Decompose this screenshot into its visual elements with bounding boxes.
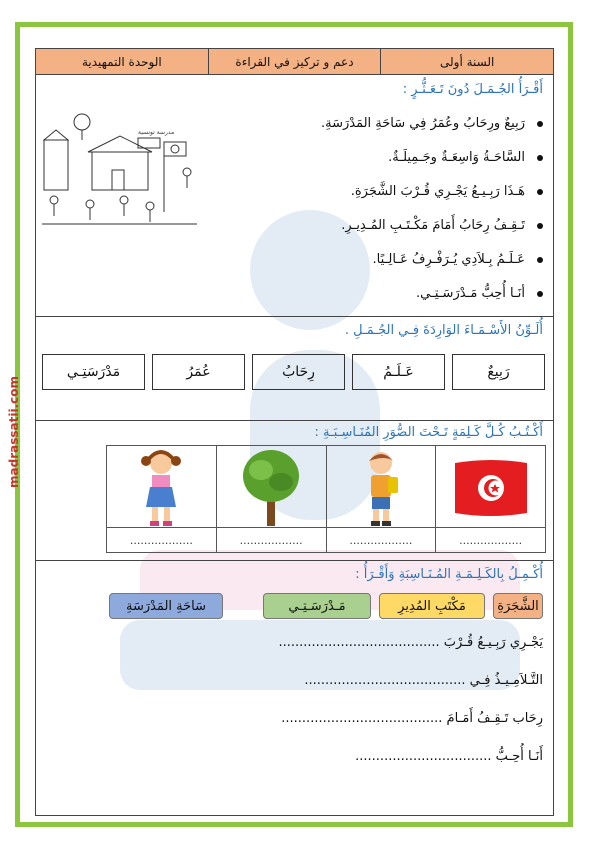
bullet-icon xyxy=(537,121,543,127)
bullet-icon xyxy=(537,189,543,195)
sentence-item: السَّاحَـةُ وَاسِعَـةٌ وجَـمِيلَـةٌ. xyxy=(388,150,543,165)
schoolyard-illustration xyxy=(42,112,197,230)
reading-section xyxy=(36,74,553,317)
worksheet xyxy=(35,48,554,816)
boy-image xyxy=(356,449,406,527)
header-year: السنة أولى xyxy=(380,49,553,74)
picture-cell xyxy=(216,446,326,552)
word-box[interactable]: عُمَرُ xyxy=(152,354,245,390)
answer-line[interactable]: .................. xyxy=(327,527,436,552)
header-bar xyxy=(36,49,553,75)
choice-chip[interactable]: مَكْتَبِ المُدِيرِ xyxy=(379,593,485,619)
word-box[interactable]: رَبِيعٌ xyxy=(452,354,545,390)
completion-line[interactable]: أَنَـا أُحِـبُّ ................................. xyxy=(355,749,543,764)
sentence-item: أنَـا أُحِبُّ مَـدْرَسَـتِـي. xyxy=(416,286,543,301)
answer-line[interactable]: .................. xyxy=(217,527,326,552)
sentence-item: رَبِيعٌ ورِحَابُ وعُمَرُ فِي سَاحَةِ المَدْرَسَةِ. xyxy=(321,116,543,131)
completion-line[interactable]: يَجْـرِي رَبِـيـعُ قُـرْبَ ....................................... xyxy=(278,635,543,650)
choice-chip[interactable]: الشَّجَرَةِ xyxy=(493,593,543,619)
picture-cell xyxy=(107,446,216,552)
bullet-icon xyxy=(537,155,543,161)
writing-section xyxy=(36,421,553,561)
reading-title: أَقْـرَأُ الجُـمَـلَ دُونَ تَـعَـثُّـرٍ : xyxy=(402,82,543,97)
girl-image xyxy=(134,449,188,527)
sentence-item: تَـقِـفُ رِحَابُ أَمَامَ مَكْـتَـبِ المُـدِيـرِ. xyxy=(341,218,543,233)
colouring-section xyxy=(36,317,553,421)
picture-table xyxy=(106,445,546,553)
header-subject: دعم و تركيز في القراءة xyxy=(208,49,381,74)
picture-cell xyxy=(326,446,436,552)
header-unit: الوحدة التمهيدية xyxy=(81,54,162,69)
completion-line[interactable]: التَّـلاَمِـيـذُ فِـي ....................................... xyxy=(304,673,543,688)
word-box[interactable]: رِحَابُ xyxy=(252,354,345,390)
bullet-icon xyxy=(537,223,543,229)
bullet-icon xyxy=(537,257,543,263)
word-box[interactable]: مَدْرَسَتِـي xyxy=(42,354,145,390)
word-box[interactable]: عَـلَـمُ xyxy=(352,354,445,390)
sentence-item: عَـلَـمُ بِـلاَدِي يُـرَفْـرِفُ عَـالِـيًا. xyxy=(373,252,543,267)
svg-text:madrassatii.com: madrassatii.com xyxy=(7,376,21,488)
colouring-title: أُلَـوِّنُ الأَسْـمَـاءَ الوَارِدَةَ فِـي الجُـمَـلِ . xyxy=(344,323,543,338)
side-website-text xyxy=(4,330,22,490)
picture-cell xyxy=(435,446,545,552)
svg-text:مدرسة تونسية: مدرسة تونسية xyxy=(138,129,175,136)
bullet-icon xyxy=(537,291,543,297)
completion-title: أُكْـمِـلُ بِالكَـلِـمَـةِ المُـنَـاسِبَةِ وَأَقْـرَأُ : xyxy=(355,567,543,582)
choice-chip[interactable]: مَـدْرَسَـتِـي xyxy=(263,593,371,619)
tree-image xyxy=(239,448,303,528)
sentence-item: هَـذَا رَبِـيـعُ يَجْـرِي قُـرْبَ الشَّجَرَةِ. xyxy=(351,184,543,199)
answer-line[interactable]: .................. xyxy=(436,527,545,552)
choice-chip[interactable]: سَاحَةِ المَدْرَسَةِ xyxy=(109,593,223,619)
tunisia-flag-image xyxy=(451,457,531,519)
completion-line[interactable]: رِحَاب تَـقِـفُ أَمَـامَ ....................................... xyxy=(281,711,543,726)
completion-section xyxy=(36,561,553,815)
answer-line[interactable]: .................. xyxy=(107,527,216,552)
writing-title: أَكْـتُـبُ كُـلَّ كَـلِمَةٍ تَـحْتَ الصُّوَرِ المُنَـاسِـبَـةِ : xyxy=(314,425,543,440)
